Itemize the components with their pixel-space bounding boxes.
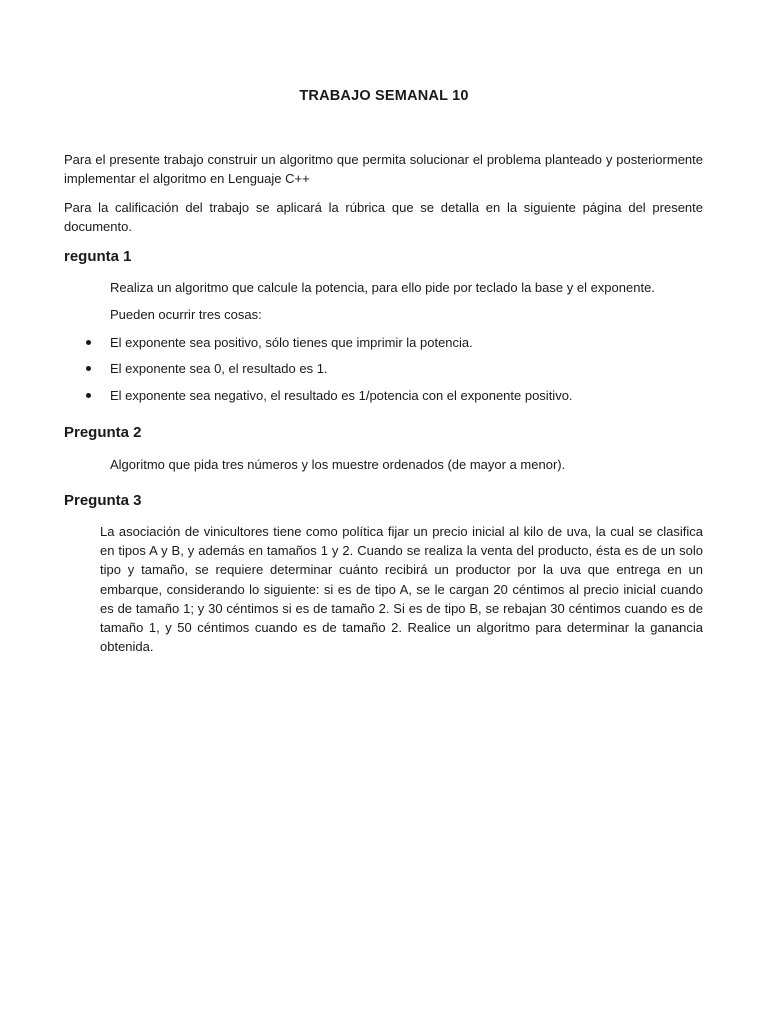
bullet-icon (86, 366, 91, 371)
list-item-text: El exponente sea 0, el resultado es 1. (110, 361, 328, 376)
question-3-statement: La asociación de vinicultores tiene como política fijar un precio inicial al kilo de uva, la cual se clasifica en tipos A y B, y además en tamaños 1 y 2. Cuando se realiza la venta del producto, ésta es de un solo tipo y tamaño, se requiere determinar cuánto recibirá un productor por la uva que entrega en un embarque, considerando lo siguiente: si es de tipo A, se le cargan 20 céntimos al precio inicial cuando es de tamaño 1; y 30 céntimos si es de tamaño 2. Si es de tipo B, se rebajan 30 céntimos cuando es de tamaño 1, y 50 céntimos cuando es de tamaño 2. Realice un algoritmo para determinar la ganancia obtenida. (100, 524, 703, 655)
bullet-icon (86, 393, 91, 398)
question-1-heading: regunta 1 (64, 248, 132, 265)
bullet-icon (86, 340, 91, 345)
intro-paragraph-2: Para la calificación del trabajo se aplicará la rúbrica que se detalla en la siguiente página del presente documento. (64, 200, 703, 234)
intro-paragraph-1: Para el presente trabajo construir un algoritmo que permita solucionar el problema planteado y posteriormente implementar el algoritmo en Lenguaje C++ (64, 152, 703, 186)
question-3-heading: Pregunta 3 (64, 492, 142, 509)
question-1-statement: Realiza un algoritmo que calcule la potencia, para ello pide por teclado la base y el exponente. (110, 280, 655, 295)
question-1-cases-intro: Pueden ocurrir tres cosas: (110, 307, 262, 322)
list-item-text: El exponente sea negativo, el resultado es 1/potencia con el exponente positivo. (110, 388, 573, 403)
question-2-statement: Algoritmo que pida tres números y los muestre ordenados (de mayor a menor). (110, 457, 566, 472)
document-title: TRABAJO SEMANAL 10 (299, 88, 469, 104)
list-item-text: El exponente sea positivo, sólo tienes que imprimir la potencia. (110, 335, 473, 350)
question-2-heading: Pregunta 2 (64, 424, 142, 441)
